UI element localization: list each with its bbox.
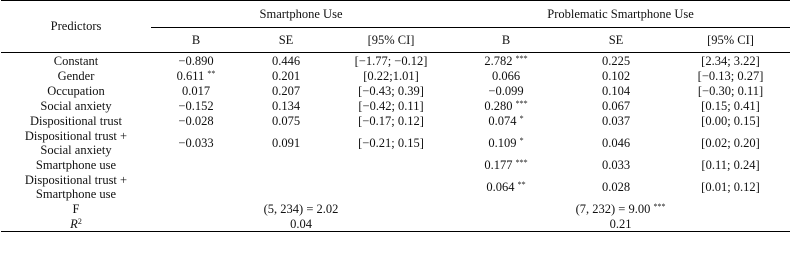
cell-se-1: 0.446 bbox=[271, 53, 301, 68]
table-row-r2 bbox=[1, 216, 790, 232]
predictors-header: Predictors bbox=[1, 1, 151, 53]
col-header-ci-2: [95% CI] bbox=[671, 28, 790, 53]
row-label bbox=[1, 216, 151, 232]
cell-ci-2: [0.00; 0.15] bbox=[701, 113, 760, 128]
cell-ci-2: [0.11; 0.24] bbox=[701, 157, 760, 172]
row-label: Social anxiety bbox=[40, 98, 112, 113]
cell-ci-2: [0.02; 0.20] bbox=[701, 135, 760, 150]
table-row-constant bbox=[1, 53, 790, 69]
row-label: F bbox=[72, 201, 80, 216]
cell-b-2: 0.177 *** bbox=[484, 157, 528, 172]
cell-se-2: 0.225 bbox=[601, 53, 631, 68]
cell-b-2: 0.066 bbox=[491, 68, 521, 83]
row-label: Constant bbox=[53, 53, 99, 68]
cell-ci-1: [0.22;1.01] bbox=[363, 68, 419, 83]
cell-se-1: 0.134 bbox=[271, 98, 301, 113]
cell-ci-1: [−0.42; 0.11] bbox=[358, 98, 424, 113]
cell-ci-1: [−0.21; 0.15] bbox=[358, 135, 424, 150]
row-label bbox=[1, 128, 151, 157]
cell-ci-1 bbox=[331, 172, 451, 201]
table-row-occupation bbox=[1, 83, 790, 98]
row-label-line-1: Dispositional trust + bbox=[24, 128, 128, 143]
row-label: Dispositional trust bbox=[29, 113, 123, 128]
table-row-social-anxiety bbox=[1, 98, 790, 113]
significance-stars: ** bbox=[517, 179, 526, 189]
cell-se-1: 0.207 bbox=[271, 83, 301, 98]
table-row-smartphone-use bbox=[1, 157, 790, 172]
cell-b-1: −0.890 bbox=[178, 53, 214, 68]
cell-b-1: 0.611 ** bbox=[176, 68, 216, 83]
cell-b-1: −0.028 bbox=[178, 113, 214, 128]
group-header-smartphone-use: Smartphone Use bbox=[151, 1, 451, 28]
row-label: Smartphone use bbox=[35, 157, 117, 172]
cell-b-1 bbox=[151, 157, 241, 172]
significance-stars: * bbox=[519, 135, 524, 145]
table-row-trust-x-smartphone-use bbox=[1, 172, 790, 201]
r2-label-sup: 2 bbox=[77, 216, 82, 226]
cell-b-1: 0.017 bbox=[181, 83, 211, 98]
cell-ci-2: [−0.13; 0.27] bbox=[697, 68, 764, 83]
cell-ci-2: [2.34; 3.22] bbox=[701, 53, 760, 68]
cell-ci-1: [−0.17; 0.12] bbox=[358, 113, 424, 128]
table-row-gender bbox=[1, 68, 790, 83]
row-label: Gender bbox=[57, 68, 95, 83]
cell-b-1: −0.033 bbox=[178, 135, 214, 150]
significance-stars: *** bbox=[515, 98, 528, 108]
f-value-smartphone-use: (5, 234) = 2.02 bbox=[263, 201, 339, 216]
cell-se-2: 0.102 bbox=[601, 68, 631, 83]
significance-stars: *** bbox=[515, 157, 528, 167]
row-label-line-1: Dispositional trust + bbox=[24, 172, 128, 187]
row-label-line-2: Smartphone use bbox=[35, 186, 117, 201]
row-label bbox=[1, 172, 151, 201]
cell-ci-2: [−0.30; 0.11] bbox=[697, 83, 764, 98]
significance-stars: *** bbox=[653, 201, 666, 211]
table-row-dispositional-trust bbox=[1, 113, 790, 128]
table-row-f bbox=[1, 201, 790, 216]
cell-se-1: 0.201 bbox=[271, 68, 301, 83]
cell-se-2: 0.037 bbox=[601, 113, 631, 128]
cell-se-1 bbox=[241, 157, 331, 172]
regression-table bbox=[1, 0, 790, 232]
row-label: Occupation bbox=[47, 83, 105, 98]
group-header-problematic-smartphone-use: Problematic Smartphone Use bbox=[451, 1, 790, 28]
cell-b-2: −0.099 bbox=[488, 83, 524, 98]
f-value-problematic-smartphone-use: (7, 232) = 9.00 *** bbox=[575, 201, 666, 216]
cell-se-1: 0.075 bbox=[271, 113, 301, 128]
significance-stars: *** bbox=[515, 53, 528, 63]
col-header-b-2: B bbox=[451, 28, 561, 53]
r2-label-base: R bbox=[70, 216, 78, 231]
cell-se-2: 0.104 bbox=[601, 83, 631, 98]
cell-se-2: 0.033 bbox=[601, 157, 631, 172]
table-row-trust-x-social-anxiety bbox=[1, 128, 790, 157]
significance-stars: * bbox=[519, 113, 524, 123]
cell-se-1 bbox=[241, 172, 331, 201]
cell-b-2: 0.064 ** bbox=[486, 179, 526, 194]
col-header-b-1: B bbox=[151, 28, 241, 53]
cell-ci-1 bbox=[331, 157, 451, 172]
significance-stars: ** bbox=[207, 68, 216, 78]
r2-value-smartphone-use: 0.04 bbox=[151, 216, 451, 232]
r2-value-problematic-smartphone-use: 0.21 bbox=[451, 216, 790, 232]
cell-b-1: −0.152 bbox=[178, 98, 214, 113]
cell-se-2: 0.067 bbox=[601, 98, 631, 113]
cell-ci-2: [0.15; 0.41] bbox=[701, 98, 760, 113]
cell-se-1: 0.091 bbox=[271, 135, 301, 150]
col-header-se-2: SE bbox=[561, 28, 671, 53]
col-header-ci-1: [95% CI] bbox=[331, 28, 451, 53]
col-header-se-1: SE bbox=[241, 28, 331, 53]
cell-se-2: 0.046 bbox=[601, 135, 631, 150]
cell-b-2: 0.280 *** bbox=[484, 98, 528, 113]
cell-ci-1: [−1.77; −0.12] bbox=[354, 53, 428, 68]
row-label-line-2: Social anxiety bbox=[40, 142, 112, 157]
cell-ci-1: [−0.43; 0.39] bbox=[358, 83, 424, 98]
cell-ci-2: [0.01; 0.12] bbox=[701, 179, 760, 194]
cell-b-2: 0.074 * bbox=[488, 113, 524, 128]
cell-b-2: 0.109 * bbox=[488, 135, 524, 150]
cell-b-2: 2.782 *** bbox=[484, 53, 528, 68]
cell-se-2: 0.028 bbox=[601, 179, 631, 194]
cell-b-1 bbox=[151, 172, 241, 201]
